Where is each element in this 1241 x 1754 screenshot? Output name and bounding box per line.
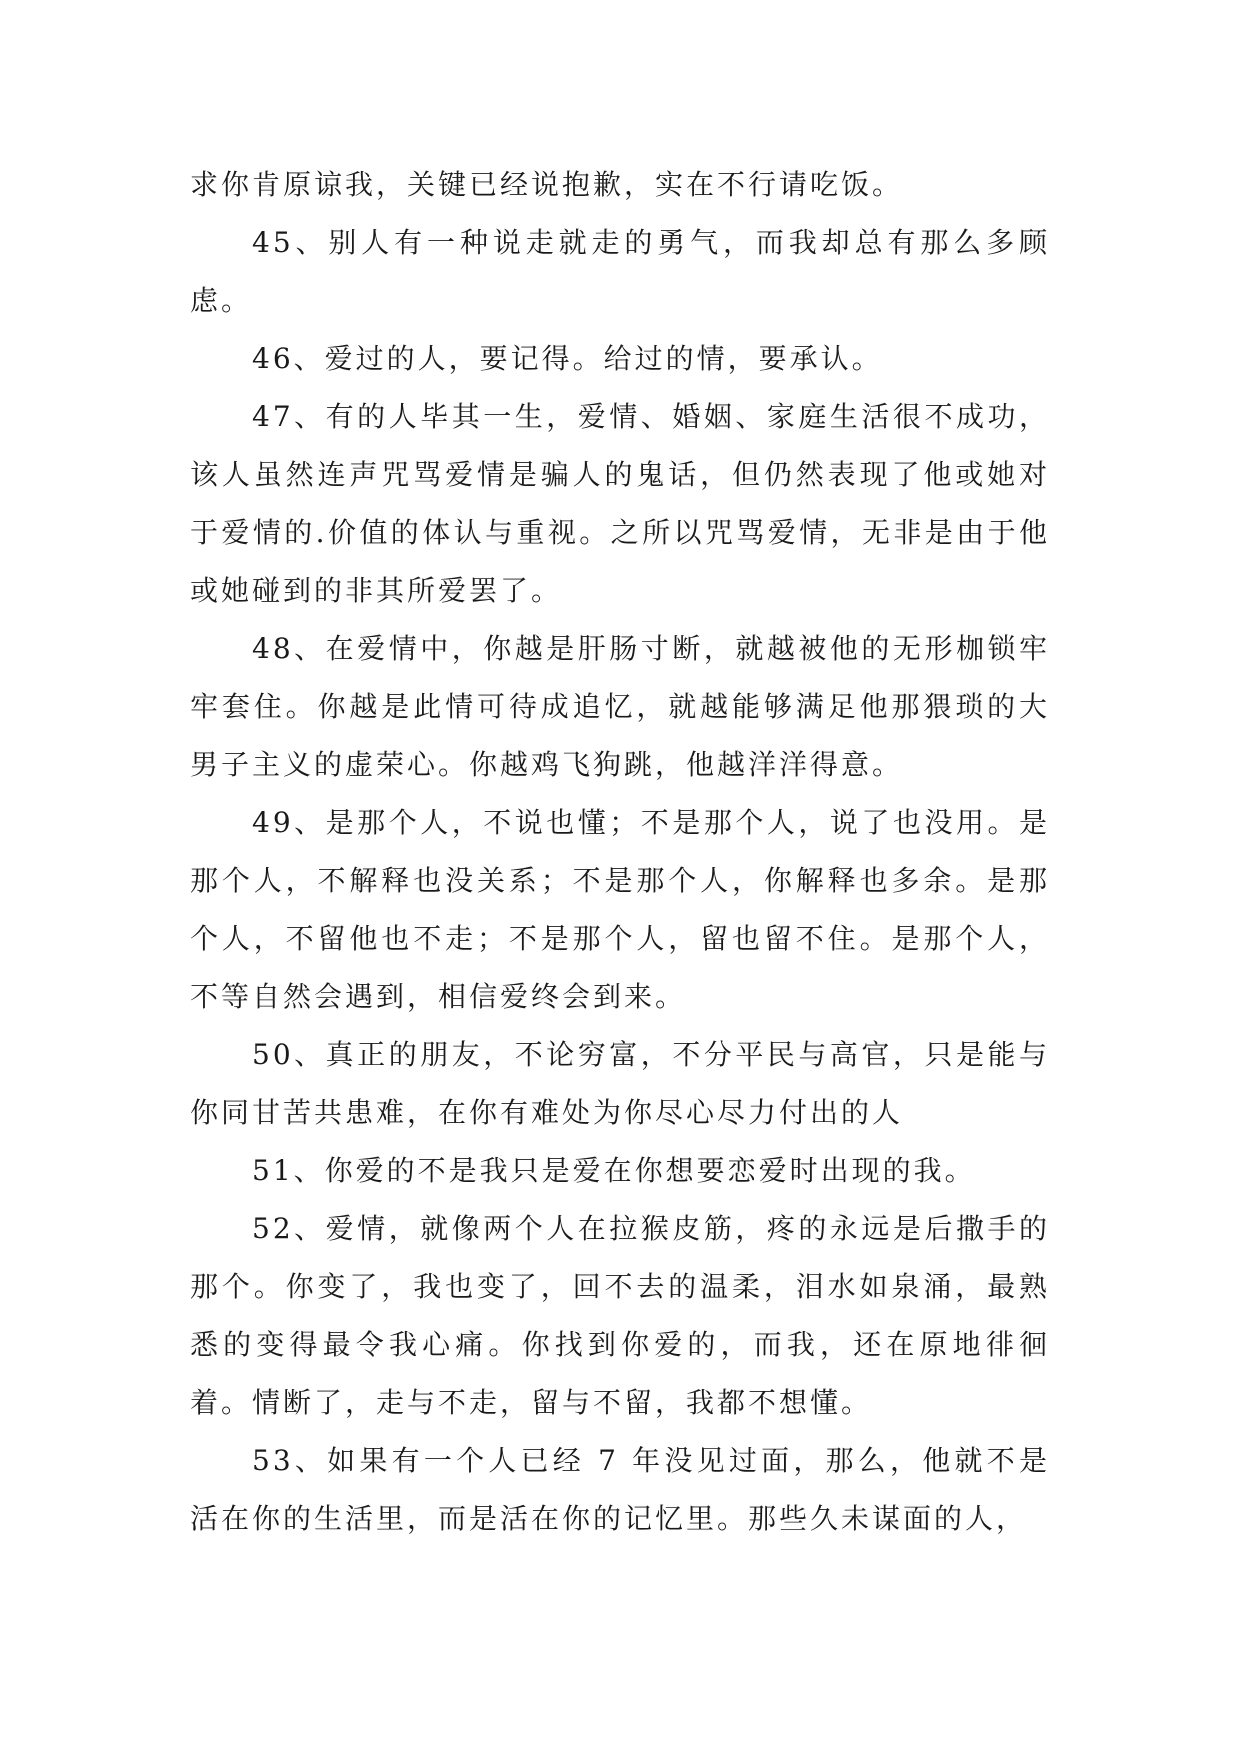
paragraph-48: 48、在爱情中，你越是肝肠寸断，就越被他的无形枷锁牢牢套住。你越是此情可待成追忆，就越能够满足他那猥琐的大男子主义的虚荣心。你越鸡飞狗跳，他越洋洋得意。 [190, 632, 1050, 781]
paragraph-47: 47、有的人毕其一生，爱情、婚姻、家庭生活很不成功，该人虽然连声咒骂爱情是骗人的鬼话，但仍然表现了他或她对于爱情的.价值的体认与重视。之所以咒骂爱情，无非是由于他或她碰到的非其所爱罢了。 [190, 400, 1050, 607]
paragraph-49: 49、是那个人，不说也懂；不是那个人，说了也没用。是那个人，不解释也没关系；不是那个人，你解释也多余。是那个人，不留他也不走；不是那个人，留也留不住。是那个人，不等自然会遇到，相信爱终会到来。 [190, 806, 1050, 1013]
paragraph-52: 52、爱情，就像两个人在拉猴皮筋，疼的永远是后撒手的那个。你变了，我也变了，回不去的温柔，泪水如泉涌，最熟悉的变得最令我心痛。你找到你爱的，而我，还在原地徘徊着。情断了，走与不走，留与不留，我都不想懂。 [190, 1212, 1050, 1419]
paragraph-46: 46、爱过的人，要记得。给过的情，要承认。 [252, 342, 883, 375]
paragraph-45: 45、别人有一种说走就走的勇气，而我却总有那么多顾虑。 [190, 226, 1050, 317]
paragraph-continuation: 求你肯原谅我，关键已经说抱歉，实在不行请吃饭。 [190, 168, 904, 201]
body-text [190, 156, 1050, 1548]
paragraph-51: 51、你爱的不是我只是爱在你想要恋爱时出现的我。 [252, 1154, 976, 1187]
paragraph-50: 50、真正的朋友，不论穷富，不分平民与高官，只是能与你同甘苦共患难，在你有难处为你尽心尽力付出的人 [190, 1038, 1050, 1129]
paragraph-53: 53、如果有一个人已经 7 年没见过面，那么，他就不是活在你的生活里，而是活在你的记忆里。那些久未谋面的人， [190, 1444, 1050, 1535]
